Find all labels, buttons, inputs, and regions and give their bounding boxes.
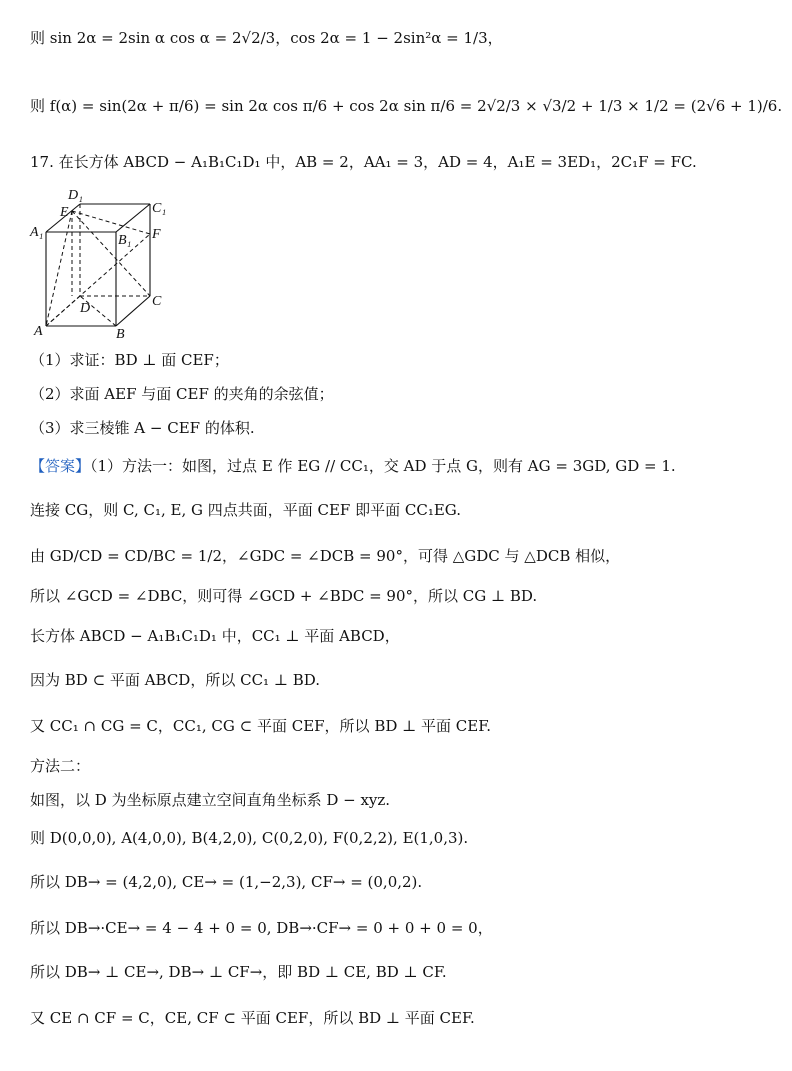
answer-method-1-text: （1）方法一：如图，过点 E 作 EG // CC₁，交 AD 于点 G，则有 AG = 3GD, GD = 1.: [90, 457, 676, 475]
answer-method-2-heading: 方法二：: [30, 757, 91, 775]
answer-line-conclusion-1: 又 CC₁ ∩ CG = C，CC₁, CG ⊂ 平面 CEF，所以 BD ⊥ 平面 CEF.: [30, 717, 492, 735]
answer-line-vectors: 所以 DB→ = (4,2,0), CE→ = (1,−2,3), CF→ = (0,0,2).: [30, 873, 423, 891]
cuboid-figure: [28, 186, 178, 341]
answer-line-cc1-perp-plane: 长方体 ABCD − A₁B₁C₁D₁ 中，CC₁ ⊥ 平面 ABCD，: [30, 627, 400, 645]
cuboid-diagram: [28, 186, 178, 341]
answer-line-coordinate-system: 如图，以 D 为坐标原点建立空间直角坐标系 D − xyz.: [30, 791, 391, 809]
label-A: A: [34, 324, 43, 339]
question-part-3: （3）求三棱锥 A − CEF 的体积.: [30, 419, 255, 437]
solution-line-sin2a: 则 sin 2α = 2sin α cos α = 2√2/3，cos 2α = 1 − 2sin²α = 1/3，: [30, 29, 503, 47]
question-part-2: （2）求面 AEF 与面 CEF 的夹角的余弦值；: [30, 385, 334, 403]
label-C: C: [152, 294, 162, 309]
solution-line-f-alpha: 则 f(α) = sin(2α + π/6) = sin 2α cos π/6 + cos 2α sin π/6 = 2√2/3 × √3/2 + 1/3 × 1/2 = (2√6 + 1)/6.: [30, 97, 783, 115]
label-B1: B₁: [118, 233, 132, 248]
answer-line-similar: 由 GD/CD = CD/BC = 1/2，∠GDC = ∠DCB = 90°，可得 △GDC 与 △DCB 相似，: [30, 547, 621, 565]
label-A1: A₁: [30, 225, 44, 240]
label-D: D: [80, 301, 91, 316]
answer-line-cg-perp-bd: 所以 ∠GCD = ∠DBC，则可得 ∠GCD + ∠BDC = 90°，所以 CG ⊥ BD.: [30, 587, 538, 605]
question-part-1: （1）求证：BD ⊥ 面 CEF；: [30, 351, 229, 369]
label-C1: C₁: [152, 201, 167, 216]
problem-17-statement: 17. 在长方体 ABCD − A₁B₁C₁D₁ 中，AB = 2，AA₁ = 3，AD = 4，A₁E = 3ED₁，2C₁F = FC.: [30, 153, 697, 171]
answer-line-cc1-perp-bd: 因为 BD ⊂ 平面 ABCD，所以 CC₁ ⊥ BD.: [30, 671, 320, 689]
label-D1: D₁: [68, 188, 83, 203]
label-F: F: [152, 227, 161, 242]
answer-line-conclusion-2: 又 CE ∩ CF = C，CE, CF ⊂ 平面 CEF，所以 BD ⊥ 平面 CEF.: [30, 1009, 475, 1027]
answer-line-method-1: [30, 456, 676, 476]
answer-line-coordinates: 则 D(0,0,0), A(4,0,0), B(4,2,0), C(0,2,0), F(0,2,2), E(1,0,3).: [30, 829, 469, 847]
answer-line-coplanar: 连接 CG，则 C, C₁, E, G 四点共面，平面 CEF 即平面 CC₁EG.: [30, 501, 462, 519]
label-B: B: [116, 327, 125, 341]
answer-line-dot-products: 所以 DB→·CE→ = 4 − 4 + 0 = 0, DB→·CF→ = 0 + 0 + 0 = 0，: [30, 919, 493, 937]
answer-line-perpendicular: 所以 DB→ ⊥ CE→, DB→ ⊥ CF→，即 BD ⊥ CE, BD ⊥ CF.: [30, 963, 447, 981]
label-E: E: [60, 205, 69, 220]
answer-tag: 【答案】: [30, 457, 91, 475]
